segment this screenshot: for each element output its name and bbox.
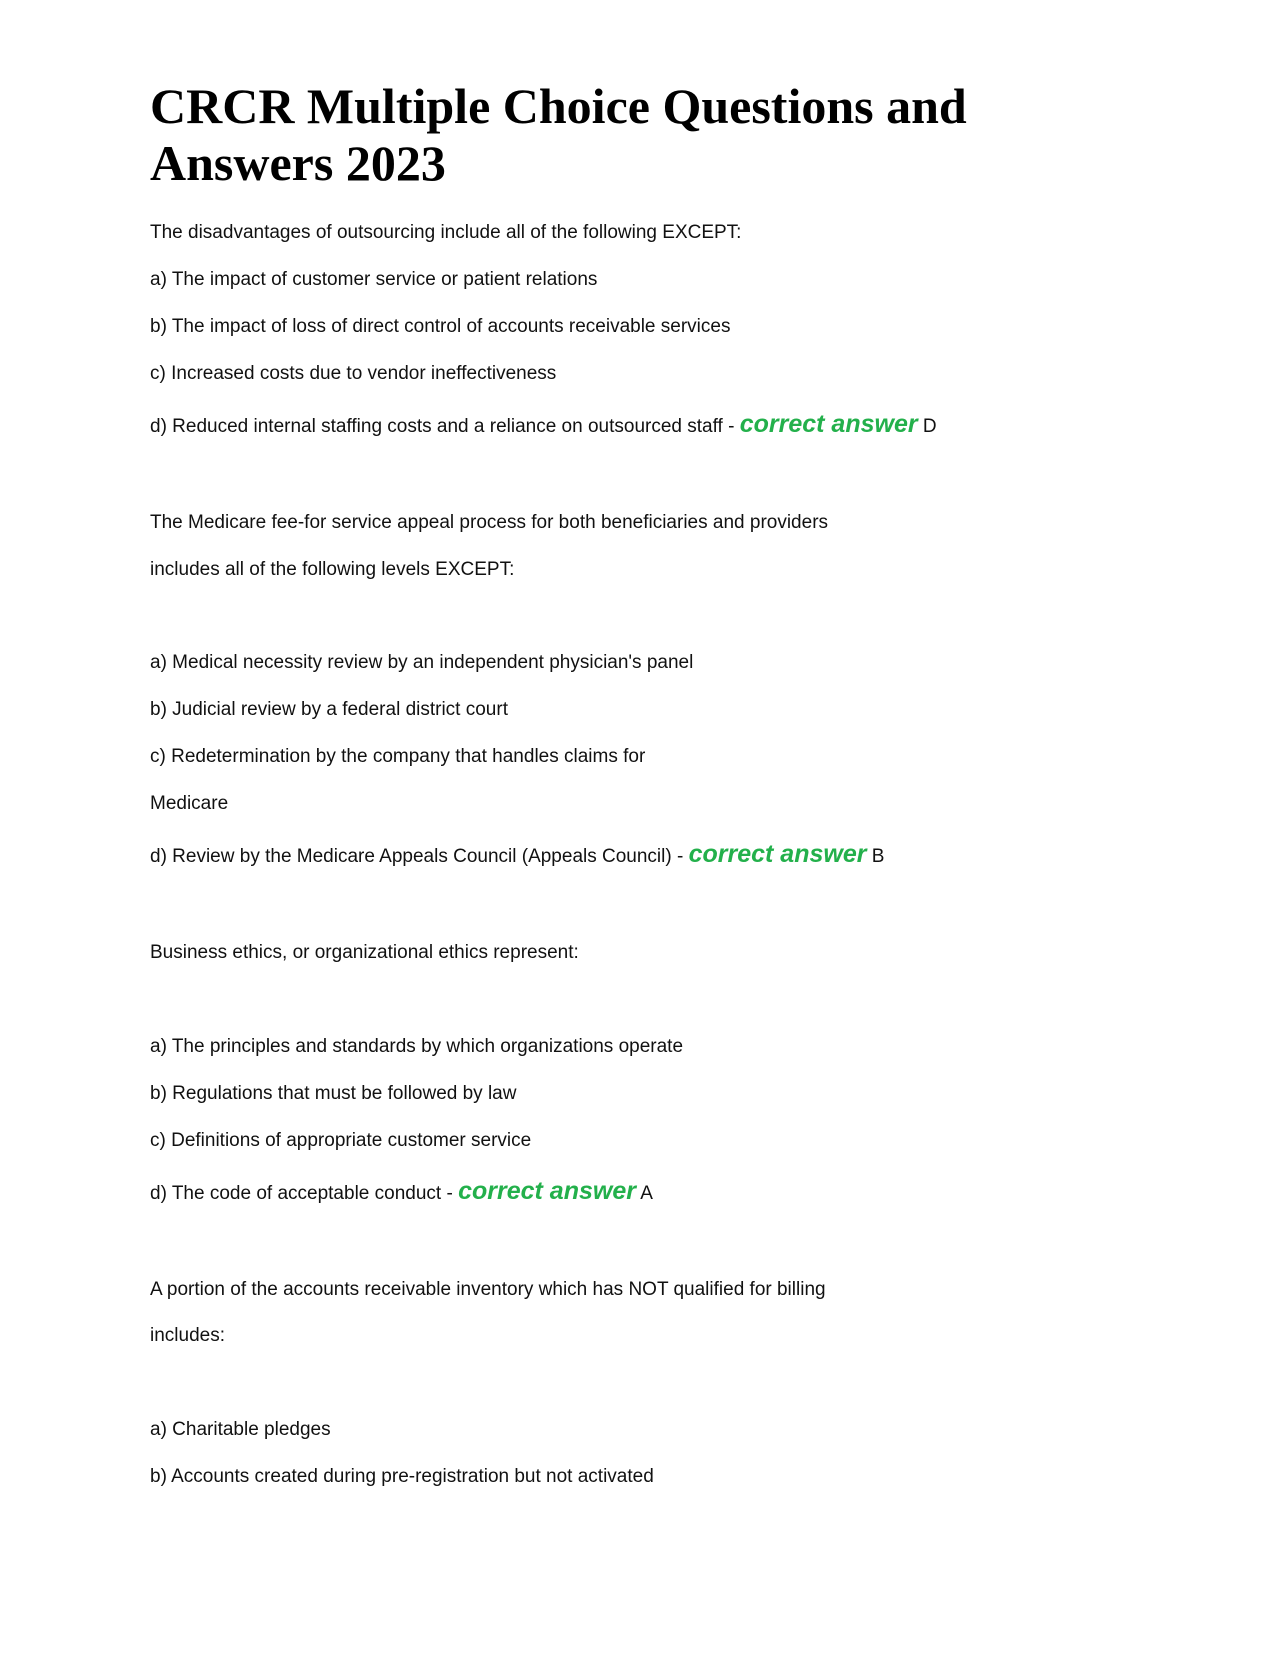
- question-3-option-d: [150, 1179, 653, 1206]
- question-2-option-a: a) Medical necessity review by an independent physician's panel: [150, 652, 694, 673]
- question-1-option-a: a) The impact of customer service or patient relations: [150, 269, 598, 290]
- question-4-option-a: a) Charitable pledges: [150, 1419, 331, 1440]
- question-1-option-c: c) Increased costs due to vendor ineffectiveness: [150, 363, 557, 384]
- question-3-stem: Business ethics, or organizational ethics represent:: [150, 942, 579, 963]
- question-1-option-b: b) The impact of loss of direct control of accounts receivable services: [150, 316, 731, 337]
- question-2-option-b: b) Judicial review by a federal district court: [150, 699, 508, 720]
- option-text: d) The code of acceptable conduct -: [150, 1183, 453, 1204]
- question-2-option-c-cont: Medicare: [150, 793, 229, 814]
- question-4-stem-line-1: A portion of the accounts receivable inventory which has NOT qualified for billing: [150, 1279, 826, 1300]
- question-2-stem-line-2: includes all of the following levels EXCEPT:: [150, 559, 515, 580]
- correct-answer-label: correct answer: [739, 410, 918, 438]
- correct-answer-label: correct answer: [458, 1177, 636, 1205]
- question-2-stem-line-1: The Medicare fee-for service appeal process for both beneficiaries and providers: [150, 512, 829, 533]
- question-1-option-d: [150, 412, 937, 439]
- question-3-option-c: c) Definitions of appropriate customer service: [150, 1130, 532, 1151]
- correct-answer-label: correct answer: [688, 840, 867, 868]
- correct-answer-letter: B: [871, 846, 885, 867]
- document-title-line-2: Answers 2023: [150, 135, 446, 191]
- correct-answer-letter: A: [640, 1183, 653, 1204]
- question-2-option-c: c) Redetermination by the company that handles claims for: [150, 746, 646, 767]
- question-3-option-a: a) The principles and standards by which organizations operate: [150, 1036, 684, 1057]
- option-text: d) Review by the Medicare Appeals Council (Appeals Council) -: [150, 846, 684, 867]
- question-2-option-d: [150, 842, 884, 869]
- question-4-stem-line-2: includes:: [150, 1325, 225, 1346]
- question-4-option-b: b) Accounts created during pre-registration but not activated: [150, 1466, 654, 1487]
- question-1-stem: The disadvantages of outsourcing include all of the following EXCEPT:: [150, 222, 742, 243]
- question-3-option-b: b) Regulations that must be followed by law: [150, 1083, 517, 1104]
- correct-answer-letter: D: [922, 416, 937, 437]
- document-title-line-1: CRCR Multiple Choice Questions and: [150, 78, 967, 134]
- option-text: d) Reduced internal staffing costs and a reliance on outsourced staff -: [150, 416, 735, 437]
